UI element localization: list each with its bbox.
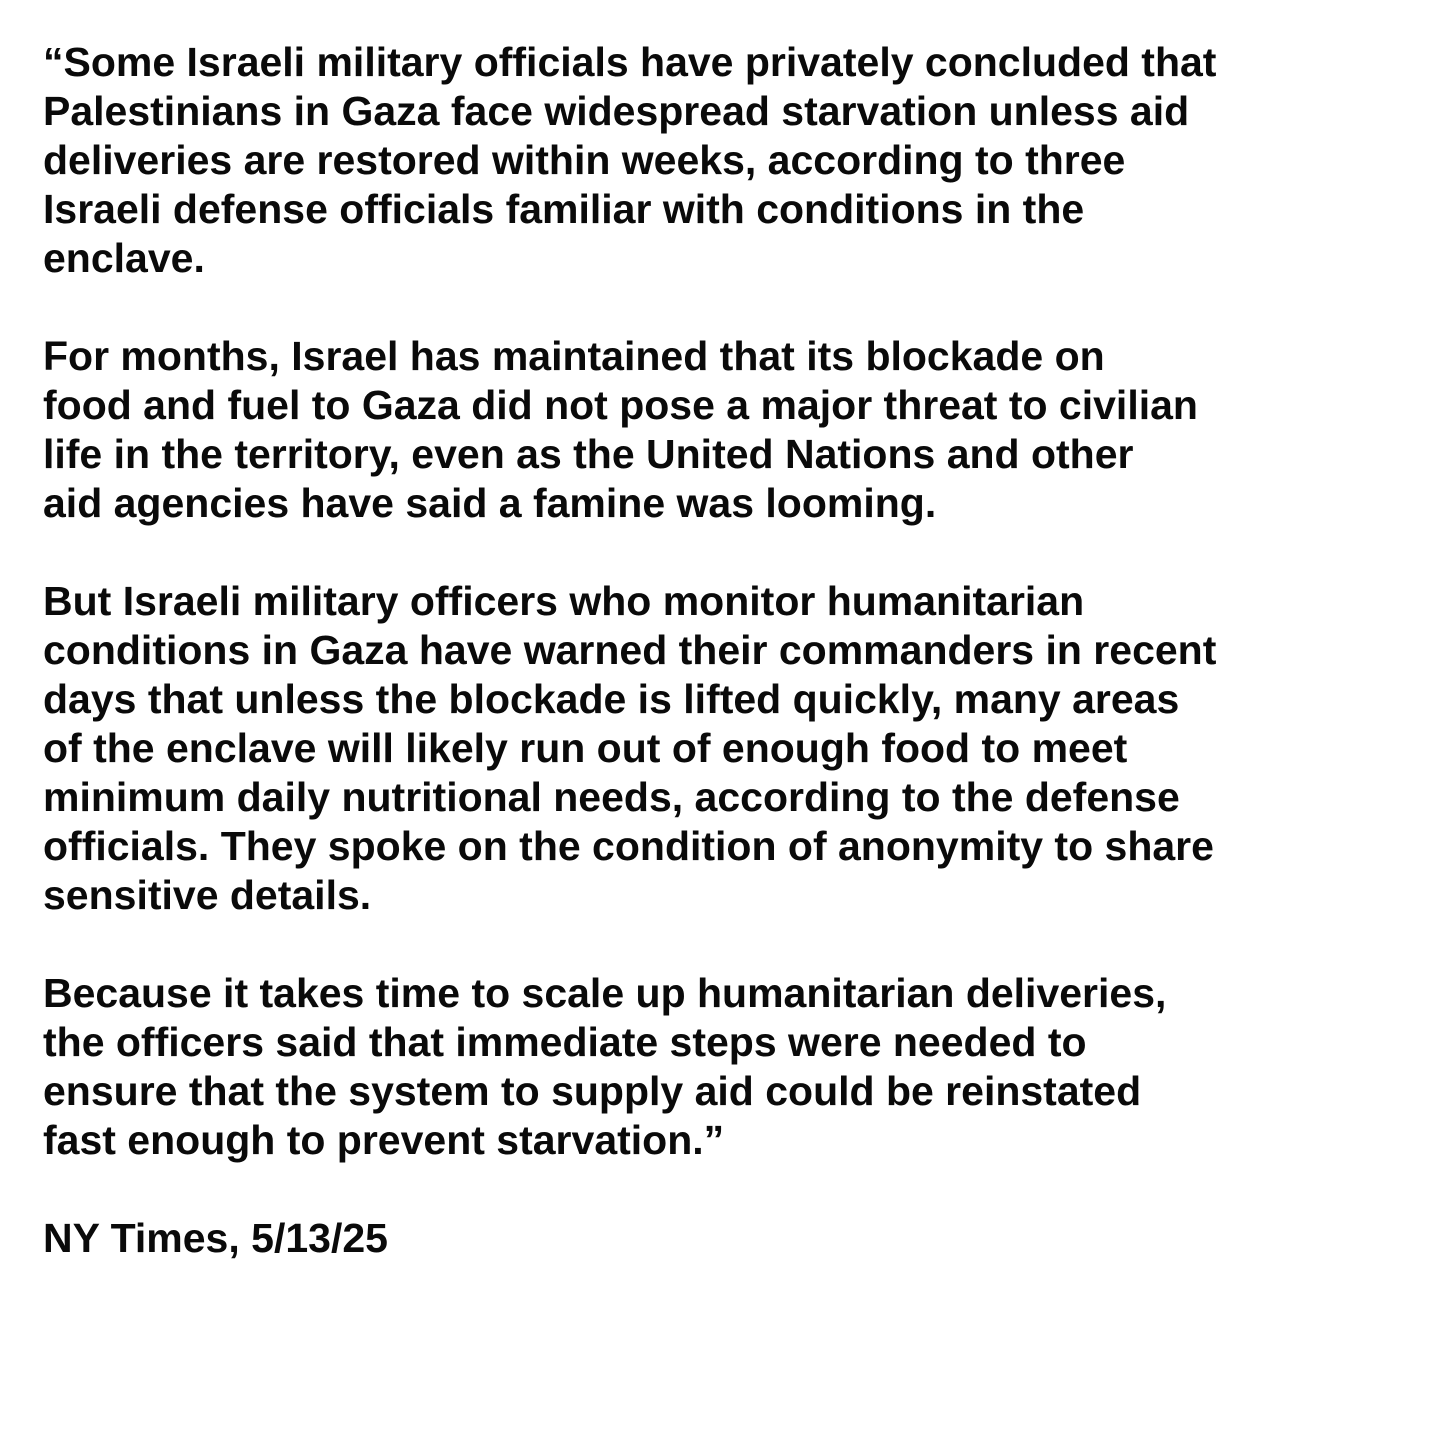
text-line: enclave. (43, 235, 205, 281)
quote-paragraph (43, 38, 1423, 283)
text-line: life in the territory, even as the United Nations and other (43, 431, 1134, 477)
text-line: aid agencies have said a famine was looming. (43, 480, 937, 526)
text-line: fast enough to prevent starvation.” (43, 1117, 725, 1163)
text-line: But Israeli military officers who monitor humanitarian (43, 578, 1085, 624)
text-line: Because it takes time to scale up humanitarian deliveries, (43, 970, 1167, 1016)
text-line: officials. They spoke on the condition of anonymity to share (43, 823, 1214, 869)
text-line: Israeli defense officials familiar with conditions in the (43, 186, 1085, 232)
quote-paragraph (43, 577, 1423, 920)
quote-document (43, 38, 1423, 1263)
text-line: food and fuel to Gaza did not pose a major threat to civilian (43, 382, 1198, 428)
quote-paragraph (43, 969, 1423, 1165)
quote-body (43, 38, 1423, 1165)
text-line: sensitive details. (43, 872, 372, 918)
text-line: deliveries are restored within weeks, according to three (43, 137, 1126, 183)
text-line: ensure that the system to supply aid could be reinstated (43, 1068, 1142, 1114)
text-line: minimum daily nutritional needs, according to the defense (43, 774, 1180, 820)
text-line: the officers said that immediate steps were needed to (43, 1019, 1087, 1065)
text-line: Palestinians in Gaza face widespread starvation unless aid (43, 88, 1190, 134)
quote-paragraph (43, 332, 1423, 528)
source-citation: NY Times, 5/13/25 (43, 1215, 388, 1261)
text-line: days that unless the blockade is lifted quickly, many areas (43, 676, 1180, 722)
text-line: For months, Israel has maintained that its blockade on (43, 333, 1105, 379)
text-line: of the enclave will likely run out of enough food to meet (43, 725, 1128, 771)
text-line: “Some Israeli military officials have privately concluded that (43, 39, 1217, 85)
text-line: conditions in Gaza have warned their commanders in recent (43, 627, 1217, 673)
